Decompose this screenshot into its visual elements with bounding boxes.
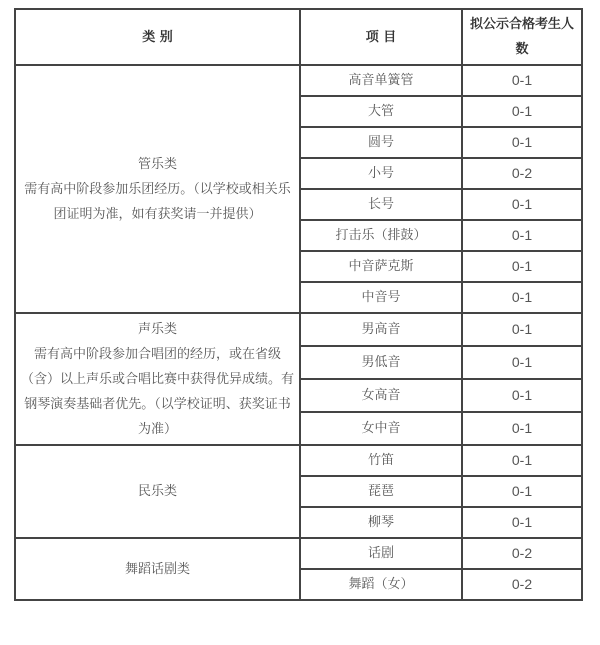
category-title: 管乐类 — [137, 156, 177, 172]
header-row — [15, 9, 582, 65]
item-cell: 打击乐（排鼓） — [300, 220, 462, 251]
count-cell: 0-1 — [462, 445, 582, 476]
count-cell: 0-2 — [462, 538, 582, 569]
category-note: 需有高中阶段参加合唱团的经历，或在省级（含）以上声乐或合唱比赛中获得优异成绩。有钢琴演奏基础者优先。（以学校证明、获奖证书为准） — [20, 346, 294, 437]
table-row — [15, 538, 582, 569]
item-cell: 小号 — [300, 158, 462, 189]
count-cell: 0-1 — [462, 127, 582, 158]
table-row — [15, 313, 582, 346]
item-cell: 中音萨克斯 — [300, 251, 462, 282]
item-cell: 高音单簧管 — [300, 65, 462, 96]
count-cell: 0-2 — [462, 569, 582, 600]
admission-quota-table — [14, 8, 583, 601]
count-cell: 0-1 — [462, 251, 582, 282]
count-cell: 0-1 — [462, 379, 582, 412]
item-cell: 男低音 — [300, 346, 462, 379]
count-cell: 0-1 — [462, 96, 582, 127]
category-cell-dance-drama — [15, 538, 300, 600]
count-cell: 0-2 — [462, 158, 582, 189]
count-cell: 0-1 — [462, 313, 582, 346]
category-cell-folk — [15, 445, 300, 538]
item-cell: 圆号 — [300, 127, 462, 158]
count-cell: 0-1 — [462, 220, 582, 251]
item-cell: 柳琴 — [300, 507, 462, 538]
count-cell: 0-1 — [462, 346, 582, 379]
item-cell: 男高音 — [300, 313, 462, 346]
item-cell: 长号 — [300, 189, 462, 220]
count-cell: 0-1 — [462, 476, 582, 507]
item-cell: 竹笛 — [300, 445, 462, 476]
header-count: 拟公示合格考生人数 — [462, 9, 582, 65]
category-title: 舞蹈话剧类 — [124, 561, 190, 577]
count-cell: 0-1 — [462, 282, 582, 313]
item-cell: 琵琶 — [300, 476, 462, 507]
category-note: 需有高中阶段参加乐团经历。（以学校或相关乐团证明为准，如有获奖请一并提供） — [24, 181, 291, 222]
item-cell: 中音号 — [300, 282, 462, 313]
item-cell: 大管 — [300, 96, 462, 127]
count-cell: 0-1 — [462, 65, 582, 96]
category-cell-vocal — [15, 313, 300, 445]
table-row — [15, 445, 582, 476]
count-cell: 0-1 — [462, 412, 582, 445]
item-cell: 女中音 — [300, 412, 462, 445]
header-category: 类 别 — [15, 9, 300, 65]
item-cell: 舞蹈（女） — [300, 569, 462, 600]
item-cell: 话剧 — [300, 538, 462, 569]
count-cell: 0-1 — [462, 189, 582, 220]
count-cell: 0-1 — [462, 507, 582, 538]
header-item: 项 目 — [300, 9, 462, 65]
item-cell: 女高音 — [300, 379, 462, 412]
category-title: 民乐类 — [137, 484, 177, 499]
table-row — [15, 65, 582, 96]
category-cell-wind — [15, 65, 300, 313]
category-title: 声乐类 — [137, 321, 177, 337]
